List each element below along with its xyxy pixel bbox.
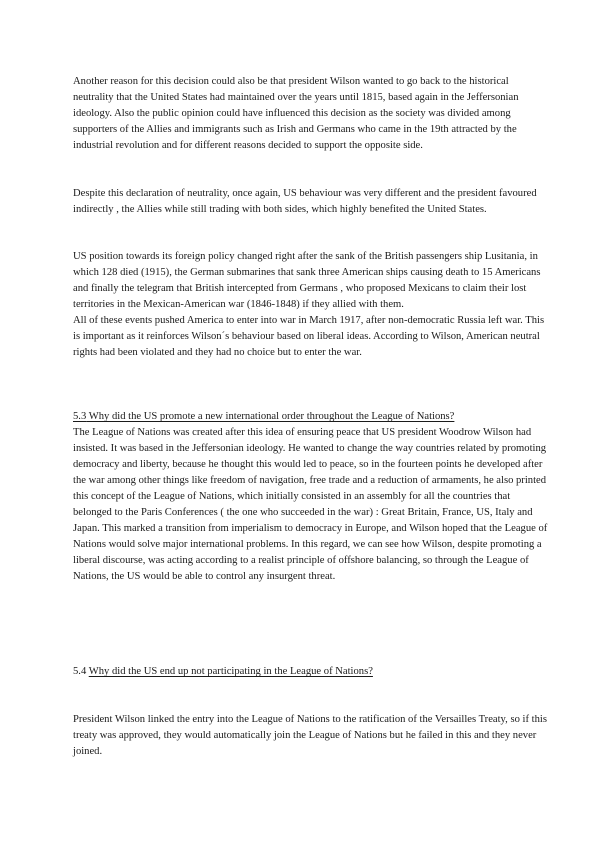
paragraph-foreign-policy-change: US position towards its foreign policy changed right after the sank of the British passengers ship Lusitania, in which 128 died (1915), the German submarines that sank three American ships causing death to 15 Americans and finally the telegram that British intercepted from Germans , who proposed Mexicans to claim their lost territories in the Mexican-American war (1846-1848) if they allied with them. — [73, 251, 541, 310]
heading-5-3-title: Why did the US promote a new international order throughout the League of Nations? — [86, 411, 455, 422]
section-5-3 — [73, 409, 551, 585]
paragraph-neutrality-behaviour: Despite this declaration of neutrality, once again, US behaviour was very different and the president favoured indirectly , the Allies while still trading with both sides, which highly benefited the United States. — [73, 188, 537, 215]
heading-5-4-title: Why did the US end up not participating in the League of Nations? — [88, 666, 373, 677]
heading-5-3-number: 5.3 — [73, 411, 87, 422]
section-5-4 — [73, 664, 551, 680]
paragraph-versailles-treaty: President Wilson linked the entry into the League of Nations to the ratification of the Versailles Treaty, so if this treaty was approved, they would automatically join the League of Nations but he failed in this and they never joined. — [73, 714, 547, 757]
heading-5-4 — [73, 664, 551, 680]
paragraph-neutrality-reasons: Another reason for this decision could also be that president Wilson wanted to go back to the historical neutrality that the United States had maintained over the years until 1815, based again in the Jeffersonian ideology. Also the public opinion could have influenced this decision as the society was divided among supporters of the Allies and immigrants such as Irish and Germans who came in the 19th attracted by the industrial revolution and for different reasons decided to support the opposite side. — [73, 76, 519, 151]
paragraph-entry-into-war: All of these events pushed America to enter into war in March 1917, after non-democratic Russia left war. This is important as it reinforces Wilson´s behaviour based on liberal ideas. According to Wilson, American neutral rights had been violated and they had no choice but to enter the war. — [73, 315, 545, 358]
heading-5-3 — [73, 409, 551, 425]
paragraph-league-creation: The League of Nations was created after this idea of ensuring peace that US president Woodrow Wilson had insisted. It was based in the Jeffersonian ideology. He wanted to change the way countries related by promoting democracy and liberty, because he thought this would led to peace, so in the fourteen points he developed after the war among other things like freedom of navigation, free trade and a reduction of armaments, he also printed this concept of the League of Nations, which initially consisted in an assembly for all the countries that belonged to the Paris Conferences ( the one who succeeded in the war) : Great Britain, France, US, Italy and Japan. This marked a transition from imperialism to democracy in Europe, and Wilson hoped that the League of Nations would solve major international problems. In this regard, we can see how Wilson, despite promoting a liberal discourse, was acting according to a realist principle of offshore balancing, so through the League of Nations, the US would be able to control any insurgent threat. — [73, 427, 548, 582]
heading-5-4-number: 5.4 — [73, 666, 87, 677]
